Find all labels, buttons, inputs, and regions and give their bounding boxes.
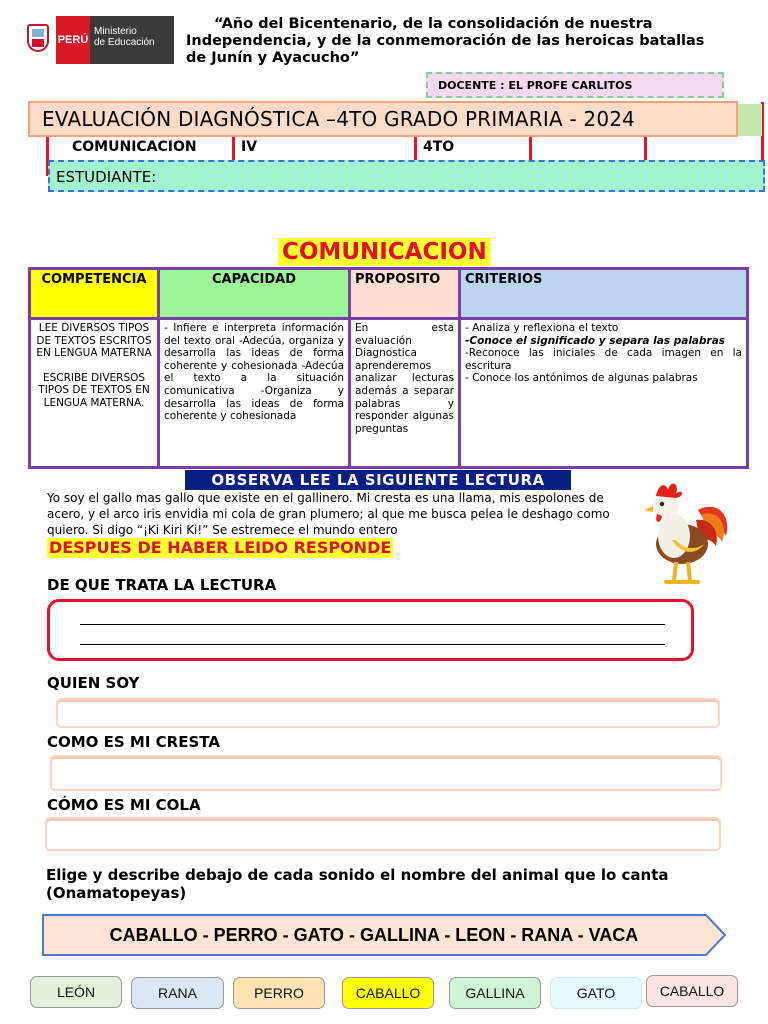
reading-text: Yo soy el gallo mas gallo que existe en el gallinero. Mi cresta es una llama, mis espolones de acero, y el arco iris envidia mi cola de gran plumero; al que me busca pelea le deshago como quiero. Si digo “¡Ki Kiri Ki!” Se estremece el mundo entero — [47, 491, 610, 537]
criterio-4: - Conoce los antónimos de algunas palabras — [465, 372, 698, 385]
evaluation-title-accent — [738, 104, 762, 136]
questions-heading: DESPUES DE HABER LEIDO RESPONDE — [49, 538, 392, 557]
motto-line-1: “Año del Bicentenario, de la consolidación de nuestra — [214, 16, 653, 32]
answer-option-leon[interactable]: LEÓN — [30, 976, 122, 1008]
grade-cell: 4TO — [417, 137, 532, 161]
logo-ministry — [90, 16, 174, 64]
year-motto — [186, 16, 758, 67]
evaluation-title: EVALUACIÓN DIAGNÓSTICA –4TO GRADO PRIMARIA - 2024 — [28, 101, 738, 137]
word-bank-banner — [42, 914, 726, 956]
logo-ministry-line2: de Educación — [94, 37, 155, 48]
answer-option-caballo[interactable]: CABALLO — [342, 977, 434, 1009]
activity-instruction: Elige y describe debajo de cada sonido el nombre del animal que lo canta (Onamatopeyas) — [46, 866, 669, 902]
answer-line — [80, 644, 665, 645]
rooster-illustration — [636, 470, 736, 592]
word-bank-text: CABALLO - PERRO - GATO - GALLINA - LEON - RANA - VACA — [109, 925, 639, 945]
answer-box-2[interactable] — [56, 698, 720, 728]
section-title: COMUNICACION — [278, 238, 491, 266]
competency-table — [28, 267, 749, 469]
header-criterios: CRITERIOS — [460, 269, 748, 319]
answer-option-gallina[interactable]: GALLINA — [449, 977, 541, 1009]
proposito-cell: En esta evaluación Diagnostica aprenderemos analizar lecturas además a separar palabras y responder algunas preguntas — [350, 319, 460, 468]
capacidad-cell: - Infiere e interpreta información del texto oral -Adecúa, organiza y desarrolla las ideas de forma coherente y cohesionada -Adecúa el texto a la situación comunicativa -Organiza y desarrolla las ideas de forma coherente y cohesionada — [159, 319, 350, 468]
answer-box-4[interactable] — [45, 817, 721, 851]
evaluation-info-row — [48, 137, 760, 161]
blank-cell-2 — [647, 137, 760, 161]
answer-option-gato[interactable]: GATO — [550, 977, 642, 1009]
question-4: CÓMO ES MI COLA — [47, 796, 201, 814]
competencia-1: LEE DIVERSOS TIPOS DE TEXTOS ESCRITOS EN LENGUA MATERNA — [36, 322, 152, 360]
motto-line-2: Independencia, y de la conmemoración de las heroicas batallas — [186, 33, 705, 49]
logo-ministry-line1: Ministerio — [94, 26, 137, 37]
competencia-2: ESCRIBE DIVERSOS TIPOS DE TEXTOS EN LENGUA MATERNA. — [38, 371, 150, 409]
question-3: COMO ES MI CRESTA — [47, 733, 220, 751]
header-proposito: PROPOSITO — [350, 269, 460, 319]
question-1: DE QUE TRATA LA LECTURA — [47, 576, 277, 594]
answer-box-1[interactable] — [47, 599, 694, 661]
answer-box-3[interactable] — [50, 755, 722, 791]
question-2: QUIEN SOY — [47, 674, 140, 692]
logo-country: PERÚ — [56, 16, 90, 64]
reading-title: OBSERVA LEE LA SIGUIENTE LECTURA — [185, 470, 571, 490]
header-capacidad: CAPACIDAD — [159, 269, 350, 319]
header-competencia: COMPETENCIA — [30, 269, 159, 319]
criterio-2: -Conoce el significado y separa las palabras — [465, 334, 726, 347]
answer-option-perro[interactable]: PERRO — [233, 977, 325, 1009]
area-cell: COMUNICACION — [48, 137, 235, 161]
motto-line-3: de Junín y Ayacucho” — [186, 50, 360, 66]
answer-option-rana[interactable]: RANA — [131, 977, 224, 1009]
student-label: ESTUDIANTE: — [56, 168, 157, 186]
criterio-1: - Analiza y reflexiona el texto — [465, 322, 619, 334]
criterio-3: -Reconoce las iniciales de cada imagen en la escritura — [465, 347, 742, 372]
table-header-row — [30, 269, 748, 319]
answer-line — [80, 624, 665, 625]
ministry-logo — [24, 16, 174, 64]
peru-coat-of-arms-icon — [24, 20, 52, 60]
blank-cell-1 — [532, 137, 647, 161]
cycle-cell: IV — [235, 137, 417, 161]
answer-option-caballo-2[interactable]: CABALLO — [646, 975, 738, 1007]
competencia-cell — [30, 319, 159, 468]
criterios-cell — [460, 319, 748, 468]
teacher-label: DOCENTE : EL PROFE CARLITOS — [426, 72, 724, 98]
table-row — [30, 319, 748, 468]
student-name-field[interactable] — [48, 160, 765, 192]
